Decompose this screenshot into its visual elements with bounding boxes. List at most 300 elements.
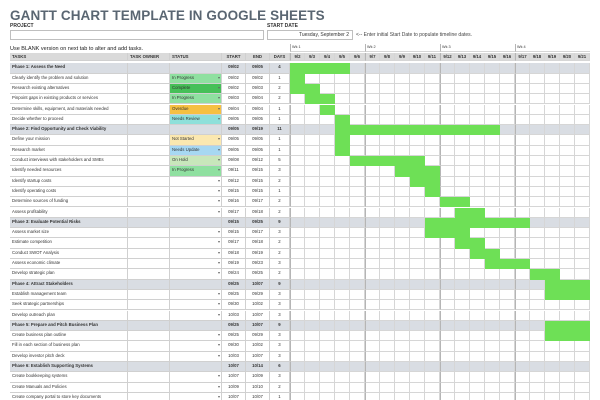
start-date-input[interactable]: Tuesday, September 2 — [267, 30, 353, 40]
gantt-bar — [455, 208, 485, 218]
gantt-bar — [410, 177, 440, 187]
timeline-cell — [575, 84, 590, 94]
end-date-cell: 09/29 — [246, 290, 270, 300]
timeline-date-header: 9/10 — [410, 53, 425, 61]
end-date-cell: 10/07 — [246, 352, 270, 362]
timeline-cell — [470, 187, 485, 197]
chevron-down-icon[interactable]: ▾ — [217, 311, 220, 317]
status-value — [170, 383, 221, 392]
timeline-cell — [455, 290, 470, 300]
task-owner-cell[interactable] — [128, 228, 170, 238]
timeline-cell — [305, 228, 320, 238]
timeline-cell — [560, 218, 575, 228]
timeline-cell — [575, 393, 590, 400]
task-owner-cell[interactable] — [128, 177, 170, 187]
task-owner-cell[interactable] — [128, 63, 170, 73]
phase-name: Phase 3: Evaluate Potential Risks — [10, 218, 128, 228]
timeline-cell — [530, 84, 545, 94]
task-name: Conduct interviews with stakeholders and SMEs — [10, 156, 128, 166]
timeline-cell — [395, 146, 410, 156]
timeline-cell — [365, 362, 380, 372]
end-date-cell: 10/07 — [246, 321, 270, 331]
timeline-cell — [365, 105, 380, 115]
timeline-cell — [320, 115, 335, 125]
status-cell[interactable] — [170, 218, 222, 228]
status-cell[interactable] — [170, 84, 222, 94]
timeline-cell — [470, 228, 485, 238]
status-cell[interactable] — [170, 372, 222, 382]
timeline-cell — [575, 218, 590, 228]
status-cell[interactable] — [170, 156, 222, 166]
timeline-cell — [380, 352, 395, 362]
timeline-cell — [305, 208, 320, 218]
timeline-cell — [365, 321, 380, 331]
days-cell: 3 — [270, 290, 290, 300]
status-cell[interactable] — [170, 187, 222, 197]
timeline-cell — [575, 259, 590, 269]
chevron-down-icon[interactable]: ▾ — [217, 105, 220, 111]
chevron-down-icon[interactable]: ▾ — [217, 373, 220, 379]
timeline-cell — [455, 135, 470, 145]
status-cell[interactable] — [170, 249, 222, 259]
timeline-date-header: 9/15 — [485, 53, 500, 61]
timeline-cell — [440, 115, 455, 125]
timeline-cell — [470, 331, 485, 341]
status-cell[interactable] — [170, 341, 222, 351]
status-cell[interactable] — [170, 290, 222, 300]
timeline-cell — [305, 187, 320, 197]
timeline-cell — [455, 341, 470, 351]
timeline-cell — [350, 331, 365, 341]
task-owner-cell[interactable] — [128, 352, 170, 362]
chevron-down-icon[interactable]: ▾ — [217, 352, 220, 358]
timeline-cell — [335, 341, 350, 351]
status-value: In Progress — [170, 94, 221, 103]
task-owner-cell[interactable] — [128, 125, 170, 135]
start-date-cell: 09/05 — [222, 135, 246, 145]
timeline-cell — [395, 105, 410, 115]
status-cell[interactable] — [170, 383, 222, 393]
end-date-cell: 10/14 — [246, 362, 270, 372]
gantt-bar — [395, 166, 440, 176]
status-cell[interactable] — [170, 115, 222, 125]
timeline-cell — [560, 311, 575, 321]
status-cell[interactable] — [170, 362, 222, 372]
timeline-cell — [545, 125, 560, 135]
timeline-cell — [320, 393, 335, 400]
timeline-cell — [530, 249, 545, 259]
task-owner-cell[interactable] — [128, 94, 170, 104]
task-owner-cell[interactable] — [128, 218, 170, 228]
task-owner-cell[interactable] — [128, 249, 170, 259]
timeline-cell — [440, 300, 455, 310]
task-row — [10, 383, 600, 393]
timeline-cell — [290, 249, 305, 259]
task-owner-cell[interactable] — [128, 197, 170, 207]
task-owner-cell[interactable] — [128, 238, 170, 248]
chevron-down-icon[interactable]: ▾ — [217, 95, 220, 101]
timeline-cell — [380, 259, 395, 269]
timeline-cell — [320, 187, 335, 197]
phase-name: Phase 1: Assess the Need — [10, 63, 128, 73]
task-owner-cell[interactable] — [128, 115, 170, 125]
chevron-down-icon[interactable]: ▾ — [217, 177, 220, 183]
timeline-cell — [560, 177, 575, 187]
timeline-cell — [410, 321, 425, 331]
status-cell[interactable] — [170, 197, 222, 207]
status-cell[interactable] — [170, 74, 222, 84]
start-date-cell: 09/25 — [222, 290, 246, 300]
chevron-down-icon[interactable]: ▾ — [217, 157, 220, 162]
chevron-down-icon[interactable]: ▾ — [217, 74, 220, 80]
timeline-week-label: Wk 4 — [515, 44, 590, 52]
timeline-cell — [365, 218, 380, 228]
timeline-cell — [560, 341, 575, 351]
end-date-cell: 09/29 — [246, 331, 270, 341]
task-owner-cell[interactable] — [128, 74, 170, 84]
status-cell[interactable] — [170, 238, 222, 248]
end-date-cell: 09/04 — [246, 94, 270, 104]
status-cell[interactable] — [170, 166, 222, 176]
timeline-cell — [350, 300, 365, 310]
timeline-cell — [410, 280, 425, 290]
gantt-bar — [290, 63, 350, 73]
timeline-cell — [395, 352, 410, 362]
timeline-cell — [470, 84, 485, 94]
timeline-cell — [290, 362, 305, 372]
timeline-cell — [485, 74, 500, 84]
task-owner-cell[interactable] — [128, 341, 170, 351]
task-row — [10, 228, 600, 238]
task-owner-cell[interactable] — [128, 300, 170, 310]
chevron-down-icon[interactable]: ▾ — [217, 383, 220, 389]
timeline-cell — [320, 84, 335, 94]
timeline-cell — [455, 259, 470, 269]
timeline-cell — [290, 166, 305, 176]
task-owner-cell[interactable] — [128, 187, 170, 197]
timeline-cell — [485, 383, 500, 393]
timeline-cell — [560, 105, 575, 115]
timeline-cell — [560, 197, 575, 207]
days-cell: 4 — [270, 63, 290, 73]
timeline-cell — [485, 156, 500, 166]
chevron-down-icon[interactable]: ▾ — [217, 239, 220, 245]
timeline-cell — [545, 94, 560, 104]
timeline-cell — [485, 238, 500, 248]
timeline-cell — [365, 197, 380, 207]
timeline-cell — [515, 94, 530, 104]
days-cell: 1 — [270, 146, 290, 156]
timeline-cell — [410, 94, 425, 104]
task-name: Establish management team — [10, 290, 128, 300]
days-cell: 9 — [270, 218, 290, 228]
timeline-cell — [395, 115, 410, 125]
status-cell[interactable] — [170, 300, 222, 310]
status-cell[interactable] — [170, 177, 222, 187]
timeline-cell — [455, 269, 470, 279]
timeline-cell — [485, 362, 500, 372]
timeline-cell — [410, 238, 425, 248]
chevron-down-icon[interactable]: ▾ — [217, 260, 220, 265]
timeline-cell — [545, 166, 560, 176]
task-owner-cell[interactable] — [128, 321, 170, 331]
days-cell: 2 — [270, 249, 290, 259]
timeline-cell — [350, 321, 365, 331]
task-row — [10, 208, 600, 218]
status-cell[interactable] — [170, 63, 222, 73]
status-cell[interactable] — [170, 352, 222, 362]
task-owner-cell[interactable] — [128, 372, 170, 382]
timeline-cell — [485, 228, 500, 238]
timeline-cell — [335, 197, 350, 207]
timeline-cell — [305, 105, 320, 115]
timeline-cell — [365, 166, 380, 176]
end-date-cell: 09/05 — [246, 146, 270, 156]
status-cell[interactable] — [170, 311, 222, 321]
timeline-cell — [425, 135, 440, 145]
status-cell[interactable] — [170, 208, 222, 218]
timeline-cell — [350, 94, 365, 104]
task-owner-cell[interactable] — [128, 331, 170, 341]
task-row — [10, 238, 600, 248]
timeline-cell — [395, 74, 410, 84]
timeline-cell — [305, 341, 320, 351]
chevron-down-icon[interactable]: ▾ — [217, 332, 220, 338]
chevron-down-icon[interactable]: ▾ — [217, 198, 220, 204]
status-cell[interactable] — [170, 135, 222, 145]
timeline-cell — [545, 105, 560, 115]
timeline-cell — [290, 177, 305, 187]
timeline-cell — [545, 393, 560, 400]
status-cell[interactable] — [170, 280, 222, 290]
task-row — [10, 311, 600, 321]
days-cell: 3 — [270, 259, 290, 269]
timeline-cell — [500, 249, 515, 259]
timeline-cell — [515, 63, 530, 73]
chevron-down-icon[interactable]: ▾ — [217, 229, 220, 235]
status-value — [170, 352, 221, 361]
status-value — [170, 331, 221, 340]
chevron-down-icon[interactable]: ▾ — [217, 393, 220, 399]
timeline-cell — [545, 228, 560, 238]
status-cell[interactable] — [170, 393, 222, 400]
timeline-cell — [470, 156, 485, 166]
timeline-cell — [290, 300, 305, 310]
task-owner-cell[interactable] — [128, 208, 170, 218]
timeline-cell — [575, 156, 590, 166]
task-owner-cell[interactable] — [128, 362, 170, 372]
timeline-cell — [350, 249, 365, 259]
project-input[interactable] — [10, 30, 264, 40]
timeline-cell — [425, 331, 440, 341]
timeline-cell — [335, 300, 350, 310]
timeline-cell — [410, 115, 425, 125]
timeline-cell — [305, 321, 320, 331]
status-cell[interactable] — [170, 331, 222, 341]
timeline-cell — [305, 300, 320, 310]
chevron-down-icon[interactable]: ▾ — [217, 187, 220, 193]
start-date-cell: 09/18 — [222, 249, 246, 259]
timeline-cell — [530, 177, 545, 187]
task-row — [10, 166, 600, 176]
timeline-cell — [470, 177, 485, 187]
timeline-cell — [380, 208, 395, 218]
timeline-cell — [500, 290, 515, 300]
timeline-cell — [305, 269, 320, 279]
start-date-cell: 09/30 — [222, 300, 246, 310]
timeline-cell — [395, 362, 410, 372]
end-date-cell: 09/17 — [246, 228, 270, 238]
chevron-down-icon[interactable]: ▾ — [217, 290, 220, 296]
task-owner-cell[interactable] — [128, 105, 170, 115]
chevron-down-icon[interactable]: ▾ — [217, 136, 220, 142]
timeline-cell — [320, 156, 335, 166]
timeline-cell — [350, 383, 365, 393]
timeline-cell — [515, 105, 530, 115]
timeline-cell — [545, 115, 560, 125]
timeline-cell — [455, 249, 470, 259]
timeline-cell — [560, 300, 575, 310]
timeline-cell — [335, 208, 350, 218]
chevron-down-icon[interactable]: ▾ — [217, 208, 220, 214]
status-column-header: STATUS — [170, 53, 222, 61]
timeline-cell — [320, 311, 335, 321]
timeline-week-label: Wk 2 — [365, 44, 440, 52]
days-cell: 1 — [270, 393, 290, 400]
timeline-cell — [530, 238, 545, 248]
chevron-down-icon[interactable]: ▾ — [217, 342, 220, 348]
task-owner-cell[interactable] — [128, 84, 170, 94]
chevron-down-icon[interactable]: ▾ — [217, 146, 220, 152]
task-owner-cell[interactable] — [128, 135, 170, 145]
task-owner-cell[interactable] — [128, 259, 170, 269]
task-owner-cell[interactable] — [128, 393, 170, 400]
timeline-cell — [515, 311, 530, 321]
timeline-cell — [380, 331, 395, 341]
task-owner-cell[interactable] — [128, 383, 170, 393]
timeline-cell — [320, 352, 335, 362]
timeline-cell — [395, 249, 410, 259]
task-owner-column-header: TASK OWNER — [128, 53, 170, 61]
timeline-cell — [290, 105, 305, 115]
chevron-down-icon[interactable]: ▾ — [217, 270, 220, 276]
status-cell[interactable] — [170, 105, 222, 115]
status-cell[interactable] — [170, 228, 222, 238]
timeline-cell — [305, 372, 320, 382]
timeline-cell — [395, 383, 410, 393]
timeline-cell — [530, 372, 545, 382]
task-row — [10, 393, 600, 400]
task-owner-cell[interactable] — [128, 146, 170, 156]
timeline-cell — [485, 331, 500, 341]
gantt-bar — [290, 84, 320, 94]
status-value — [170, 259, 221, 268]
timeline-cell — [365, 228, 380, 238]
timeline-cell — [440, 362, 455, 372]
timeline-cell — [515, 269, 530, 279]
timeline-cell — [470, 269, 485, 279]
chevron-down-icon[interactable]: ▾ — [217, 115, 220, 121]
chevron-down-icon[interactable]: ▾ — [217, 301, 220, 307]
timeline-cell — [530, 105, 545, 115]
status-cell[interactable] — [170, 146, 222, 156]
end-date-cell: 09/15 — [246, 187, 270, 197]
timeline-cell — [515, 135, 530, 145]
task-owner-cell[interactable] — [128, 156, 170, 166]
timeline-cell — [305, 249, 320, 259]
timeline-cell — [485, 290, 500, 300]
task-owner-cell[interactable] — [128, 269, 170, 279]
status-cell[interactable] — [170, 269, 222, 279]
timeline-cell — [395, 63, 410, 73]
task-name: Pinpoint gaps in existing products or services — [10, 94, 128, 104]
task-owner-cell[interactable] — [128, 280, 170, 290]
timeline-cell — [455, 84, 470, 94]
timeline-cell — [515, 362, 530, 372]
task-owner-cell[interactable] — [128, 166, 170, 176]
timeline-cell — [410, 269, 425, 279]
timeline-cell — [500, 197, 515, 207]
status-cell[interactable] — [170, 259, 222, 269]
timeline-cell — [395, 372, 410, 382]
timeline-date-header: 9/21 — [575, 53, 590, 61]
timeline-cell — [425, 300, 440, 310]
timeline-cell — [380, 249, 395, 259]
timeline-cell — [305, 156, 320, 166]
chevron-down-icon[interactable]: ▾ — [217, 84, 220, 90]
timeline-cell — [545, 135, 560, 145]
timeline-cell — [575, 177, 590, 187]
days-cell: 1 — [270, 187, 290, 197]
timeline-cell — [470, 290, 485, 300]
chevron-down-icon[interactable]: ▾ — [217, 249, 220, 255]
timeline-cell — [515, 208, 530, 218]
status-cell[interactable] — [170, 321, 222, 331]
gantt-bar — [485, 259, 530, 269]
timeline-cell — [290, 393, 305, 400]
timeline-cell — [290, 94, 305, 104]
start-date-label: START DATE — [267, 23, 298, 29]
timeline-cell — [380, 269, 395, 279]
timeline-cell — [515, 352, 530, 362]
task-owner-cell[interactable] — [128, 290, 170, 300]
timeline-cell — [320, 383, 335, 393]
timeline-cell — [545, 187, 560, 197]
chevron-down-icon[interactable]: ▾ — [217, 167, 220, 173]
timeline-cell — [515, 341, 530, 351]
phase-row — [10, 321, 600, 331]
timeline-cell — [515, 197, 530, 207]
timeline-cell — [500, 352, 515, 362]
tasks-column-header: TASKS — [10, 53, 128, 61]
timeline-cell — [290, 208, 305, 218]
timeline-cell — [320, 197, 335, 207]
timeline-cell — [290, 383, 305, 393]
timeline-cell — [530, 259, 545, 269]
status-cell[interactable] — [170, 125, 222, 135]
timeline-cell — [485, 177, 500, 187]
status-value — [170, 238, 221, 247]
timeline-cell — [380, 393, 395, 400]
timeline-cell — [395, 135, 410, 145]
task-name: Clearly identify the problem and solution — [10, 74, 128, 84]
end-date-cell: 10/07 — [246, 280, 270, 290]
start-date-cell: 09/04 — [222, 105, 246, 115]
status-cell[interactable] — [170, 94, 222, 104]
task-owner-cell[interactable] — [128, 311, 170, 321]
timeline-cell — [575, 238, 590, 248]
timeline-date-header: 9/7 — [365, 53, 380, 61]
